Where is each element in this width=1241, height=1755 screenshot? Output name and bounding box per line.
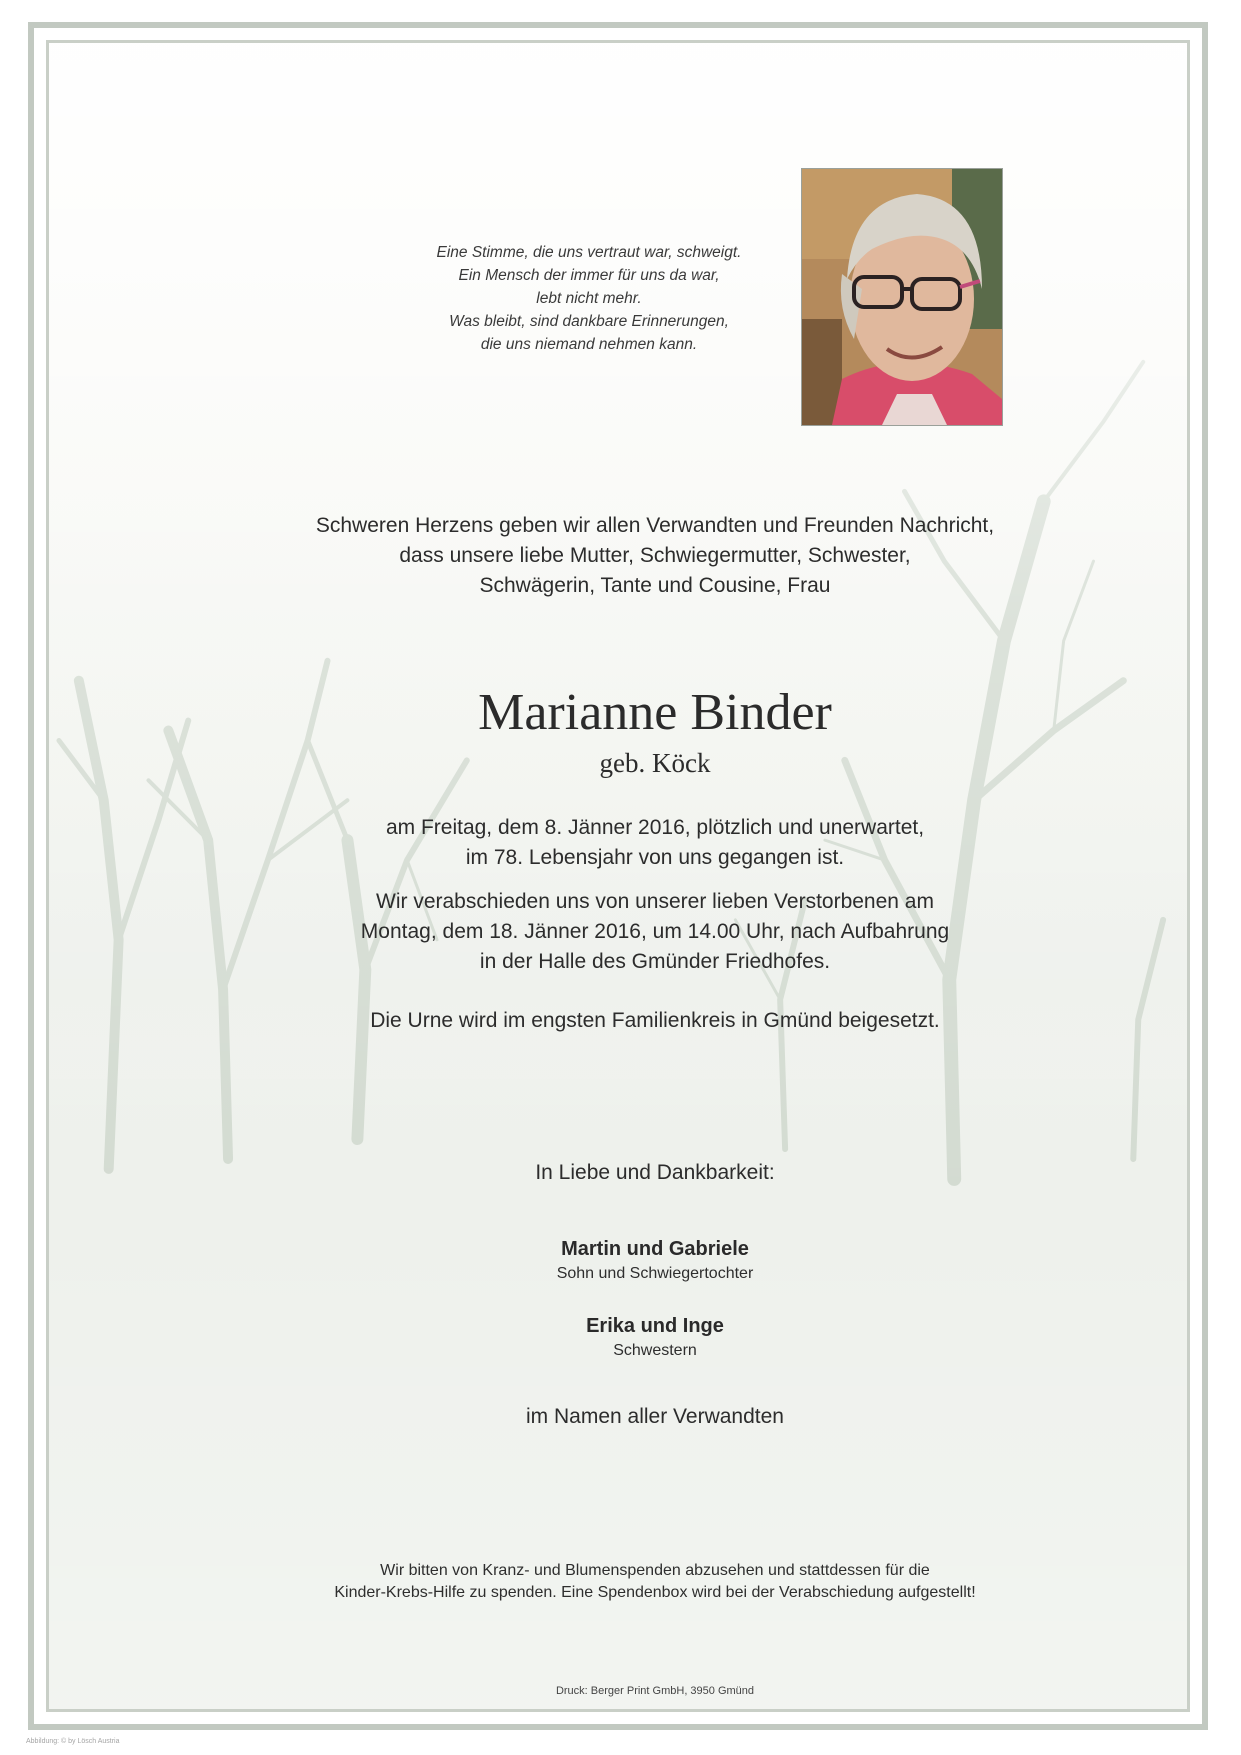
portrait-photo — [801, 168, 1003, 426]
poem-line: Eine Stimme, die uns vertraut war, schweigt. — [436, 244, 742, 261]
poem-line: die uns niemand nehmen kann. — [480, 336, 698, 353]
outer-frame — [28, 22, 1208, 1730]
deceased-name: Marianne Binder — [478, 684, 832, 741]
death-info — [209, 813, 1101, 873]
printer-credit: Druck: Berger Print GmbH, 3950 Gmünd — [555, 1685, 755, 1697]
maiden-name: geb. Köck — [599, 748, 711, 778]
donation-note-line: Kinder-Krebs-Hilfe zu spenden. Eine Spendenbox wird bei der Verabschiedung aufgestellt! — [334, 1584, 976, 1601]
poem-line: Ein Mensch der immer für uns da war, — [458, 267, 720, 284]
relatives-line: im Namen aller Verwandten — [526, 1405, 784, 1428]
poem-line: Was bleibt, sind dankbare Erinnerungen, — [449, 313, 729, 330]
farewell-line: Wir verabschieden uns von unserer lieben Verstorbenen am — [376, 890, 934, 913]
farewell-line: Montag, dem 18. Jänner 2016, um 14.00 Uhr, nach Aufbahrung — [360, 920, 950, 943]
announcement-line: Schwägerin, Tante und Cousine, Frau — [479, 574, 831, 597]
donation-note — [169, 1560, 1141, 1604]
farewell-info — [209, 887, 1101, 977]
poem-line: lebt nicht mehr. — [536, 290, 642, 307]
farewell-line: in der Halle des Gmünder Friedhofes. — [479, 950, 831, 973]
death-info-line: im 78. Lebensjahr von uns gegangen ist. — [465, 846, 845, 869]
announcement-text — [209, 511, 1101, 601]
donation-note-line: Wir bitten von Kranz- und Blumenspenden abzusehen und stattdessen für die — [380, 1562, 930, 1579]
mourner-names: Erika und Inge — [586, 1315, 724, 1337]
mourner-names: Martin und Gabriele — [561, 1238, 749, 1260]
mourner-relation: Sohn und Schwiegertochter — [556, 1265, 754, 1282]
image-credit: Abbildung: © by Lösch Austria — [26, 1738, 120, 1745]
mourner-relation: Schwestern — [613, 1342, 697, 1359]
announcement-line: dass unsere liebe Mutter, Schwiegermutter, Schwester, — [399, 544, 911, 567]
obituary-content — [49, 43, 1187, 1709]
death-info-line: am Freitag, dem 8. Jänner 2016, plötzlich und unerwartet, — [385, 816, 925, 839]
portrait-illustration — [802, 169, 1002, 425]
closing-line: In Liebe und Dankbarkeit: — [535, 1161, 775, 1184]
urn-info: Die Urne wird im engsten Familienkreis in Gmünd beigesetzt. — [370, 1009, 940, 1032]
announcement-line: Schweren Herzens geben wir allen Verwandten und Freunden Nachricht, — [315, 514, 995, 537]
poem — [379, 241, 799, 356]
inner-frame — [46, 40, 1190, 1712]
